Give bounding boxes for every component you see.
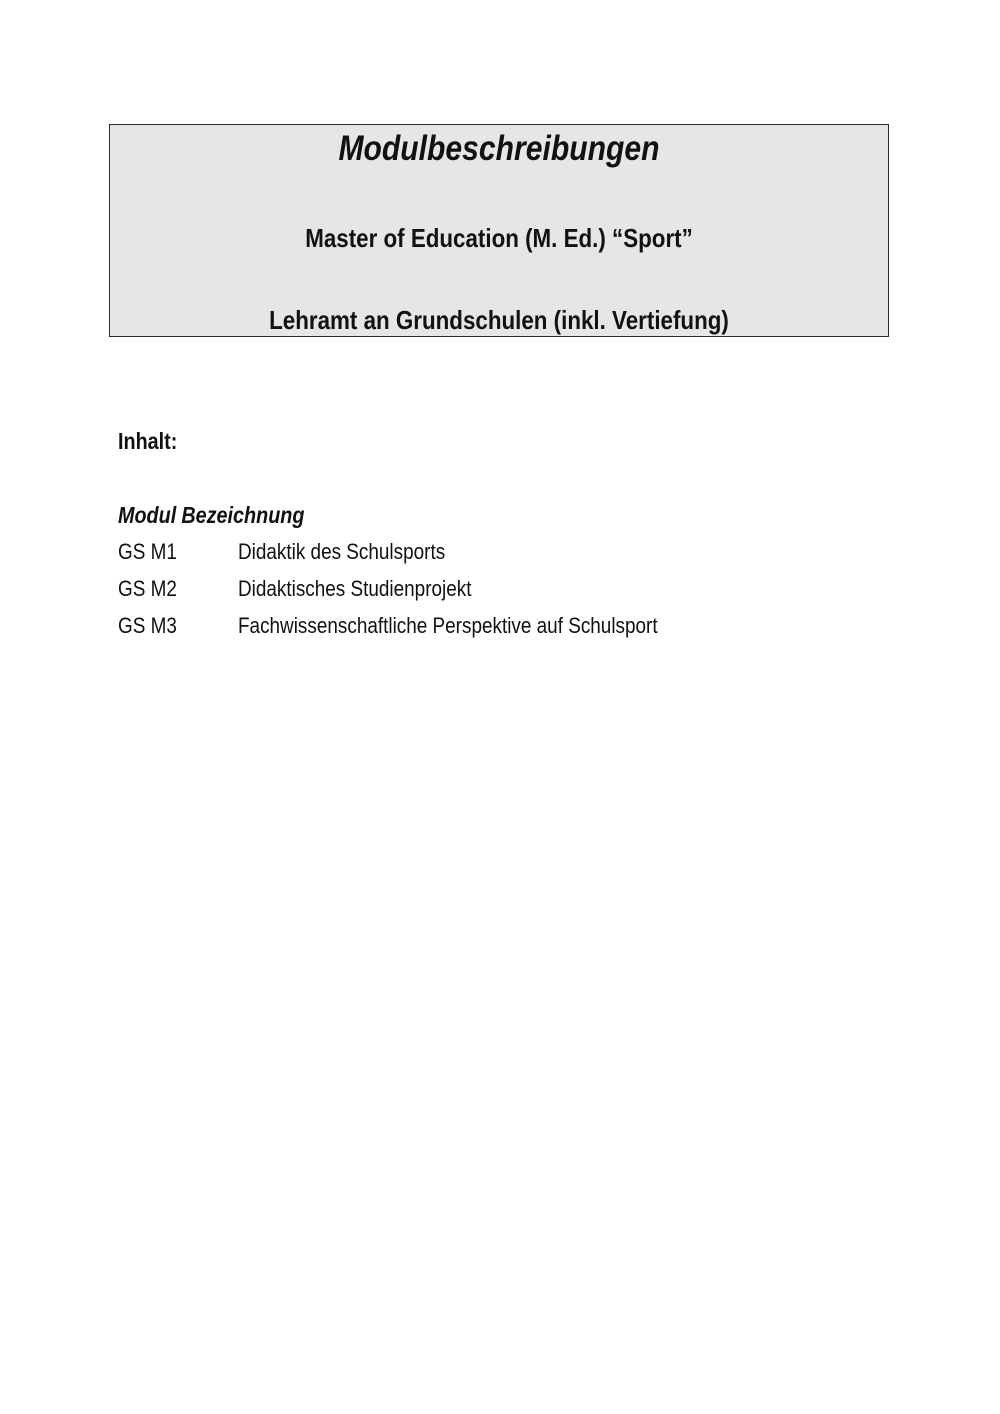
contents-column-header (118, 501, 304, 529)
column-header-module: Modul (118, 502, 177, 528)
module-name: Didaktik des Schulsports (238, 539, 446, 564)
document-title: Modulbeschreibungen (338, 129, 660, 168)
column-header-designation: Bezeichnung (181, 502, 305, 528)
module-name: Didaktisches Studienprojekt (238, 576, 472, 601)
module-name: Fachwissenschaftliche Perspektive auf Schulsport (238, 613, 658, 638)
title-box (109, 124, 889, 337)
degree-title: Master of Education (M. Ed.) “Sport” (305, 223, 693, 253)
module-code: GS M2 (118, 576, 177, 601)
module-code: GS M1 (118, 539, 177, 564)
module-code: GS M3 (118, 613, 177, 638)
contents-heading: Inhalt: (118, 428, 178, 454)
program-title: Lehramt an Grundschulen (inkl. Vertiefung) (269, 305, 729, 335)
